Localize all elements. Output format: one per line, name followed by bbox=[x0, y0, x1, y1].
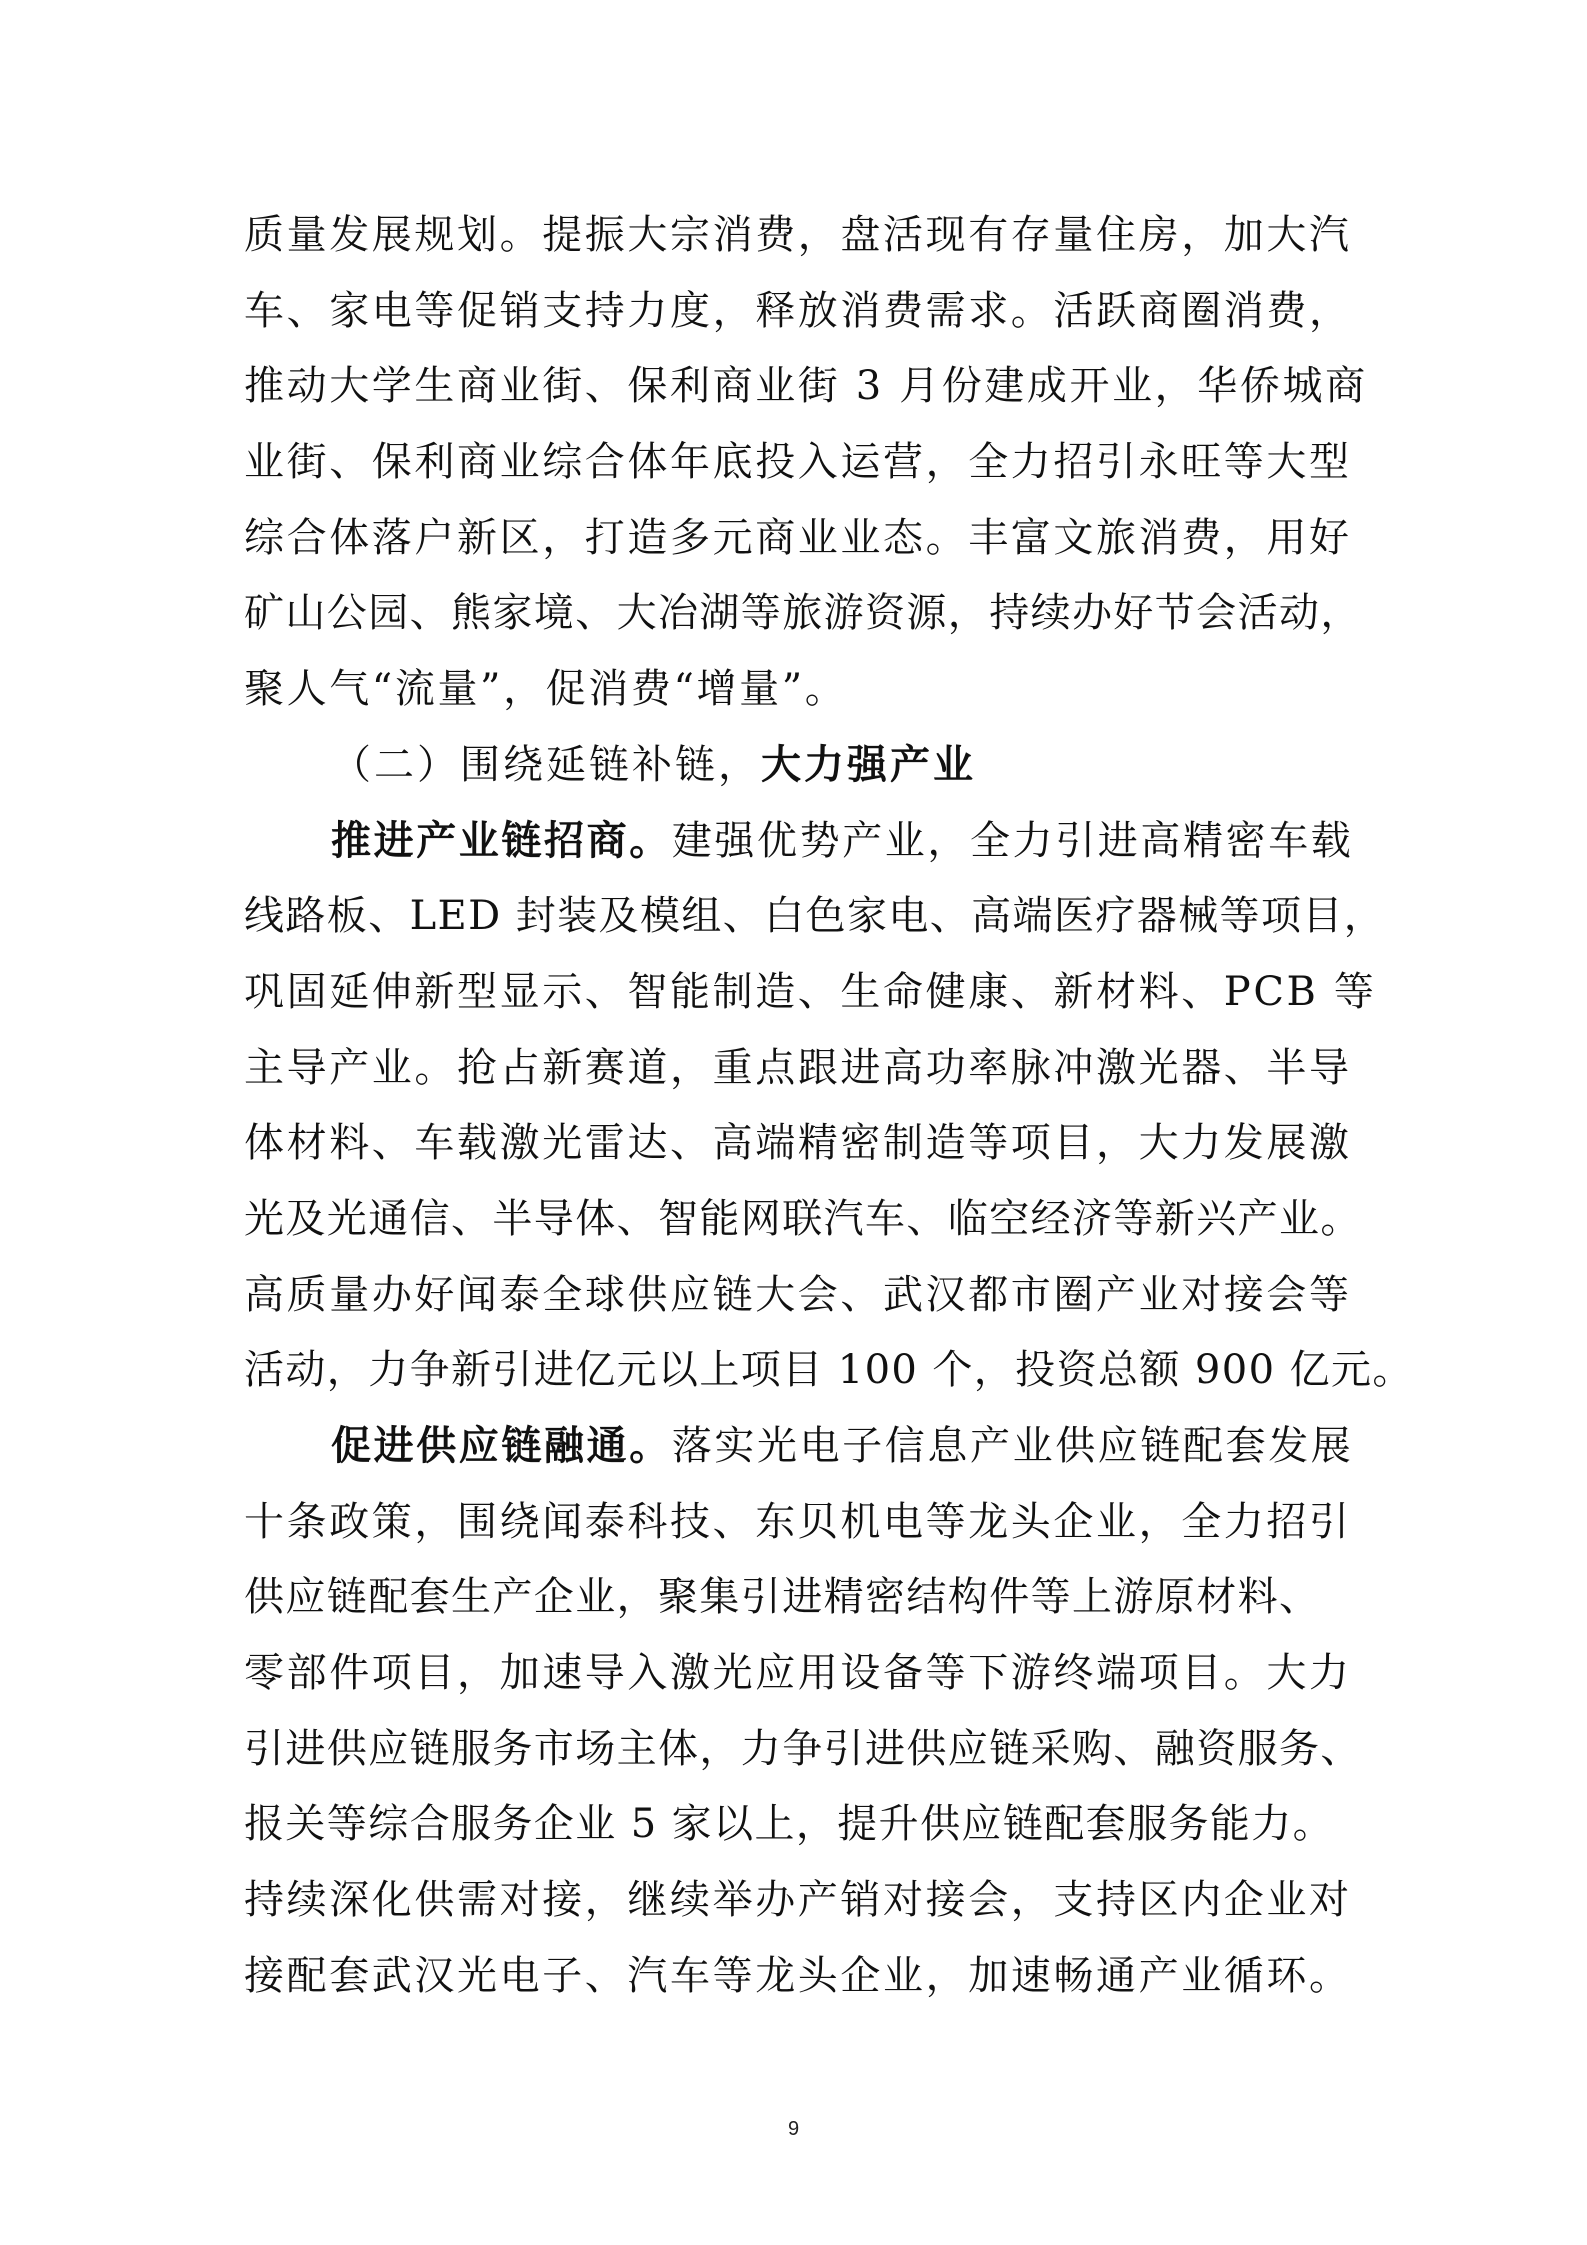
paragraph-industry-chain bbox=[244, 804, 1414, 1410]
text-line: 业街、保利商业综合体年底投入运营，全力招引永旺等大型 bbox=[244, 439, 1352, 486]
text-line: 矿山公园、熊家境、大冶湖等旅游资源，持续办好节会活动， bbox=[244, 590, 1362, 637]
text-line: 聚人气“流量”，促消费“增量”。 bbox=[244, 666, 848, 713]
paragraph-lead: 推进产业链招商。 bbox=[331, 817, 672, 864]
text-line: 引进供应链服务市场主体，力争引进供应链采购、融资服务、 bbox=[244, 1725, 1362, 1772]
text-line: 接配套武汉光电子、汽车等龙头企业，加速畅通产业循环。 bbox=[244, 1952, 1352, 1999]
text-line: 高质量办好闻泰全球供应链大会、武汉都市圈产业对接会等 bbox=[244, 1271, 1352, 1318]
text-line: 车、家电等促销支持力度，释放消费需求。活跃商圈消费， bbox=[244, 287, 1352, 334]
body-text bbox=[244, 198, 1414, 2015]
paragraph-first-line bbox=[244, 1409, 1354, 1485]
text-line: 零部件项目，加速导入激光应用设备等下游终端项目。大力 bbox=[244, 1650, 1352, 1697]
section-heading bbox=[244, 728, 1354, 804]
text-line: 供应链配套生产企业，聚集引进精密结构件等上游原材料、 bbox=[244, 1574, 1321, 1621]
text-line: 体材料、车载激光雷达、高端精密制造等项目，大力发展激 bbox=[244, 1120, 1352, 1167]
text-line: 质量发展规划。提振大宗消费，盘活现有存量住房，加大汽 bbox=[244, 212, 1352, 258]
paragraph-first-line-text: 建强优势产业，全力引进高精密车载 bbox=[671, 817, 1354, 864]
text-line: 报关等综合服务企业 5 家以上，提升供应链配套服务能力。 bbox=[244, 1801, 1335, 1848]
text-line: 推动大学生商业街、保利商业街 3 月份建成开业，华侨城商 bbox=[244, 363, 1368, 410]
section-heading-emphasis: 大力强产业 bbox=[761, 741, 976, 788]
paragraph-consumption bbox=[244, 198, 1368, 728]
text-line: 持续深化供需对接，继续举办产销对接会，支持区内企业对 bbox=[244, 1877, 1352, 1924]
text-line: 主导产业。抢占新赛道，重点跟进高功率脉冲激光器、半导 bbox=[244, 1044, 1352, 1091]
text-line: 线路板、LED 封装及模组、白色家电、高端医疗器械等项目， bbox=[244, 893, 1386, 940]
paragraph-supply-chain bbox=[244, 1409, 1362, 2015]
text-line: 活动，力争新引进亿元以上项目 100 个，投资总额 900 亿元。 bbox=[244, 1347, 1414, 1394]
paragraph-first-line-text: 落实光电子信息产业供应链配套发展 bbox=[671, 1423, 1354, 1469]
text-line: 综合体落户新区，打造多元商业业态。丰富文旅消费，用好 bbox=[244, 514, 1352, 561]
text-line: 十条政策，围绕闻泰科技、东贝机电等龙头企业，全力招引 bbox=[244, 1498, 1352, 1545]
section-heading-prefix: （二）围绕延链补链， bbox=[331, 741, 761, 788]
text-line: 光及光通信、半导体、智能网联汽车、临空经济等新兴产业。 bbox=[244, 1195, 1362, 1242]
page-number: 9 bbox=[787, 2118, 800, 2140]
paragraph-first-line bbox=[244, 804, 1354, 880]
paragraph-lead: 促进供应链融通。 bbox=[331, 1423, 672, 1469]
text-line: 巩固延伸新型显示、智能制造、生命健康、新材料、PCB 等 bbox=[244, 968, 1377, 1015]
